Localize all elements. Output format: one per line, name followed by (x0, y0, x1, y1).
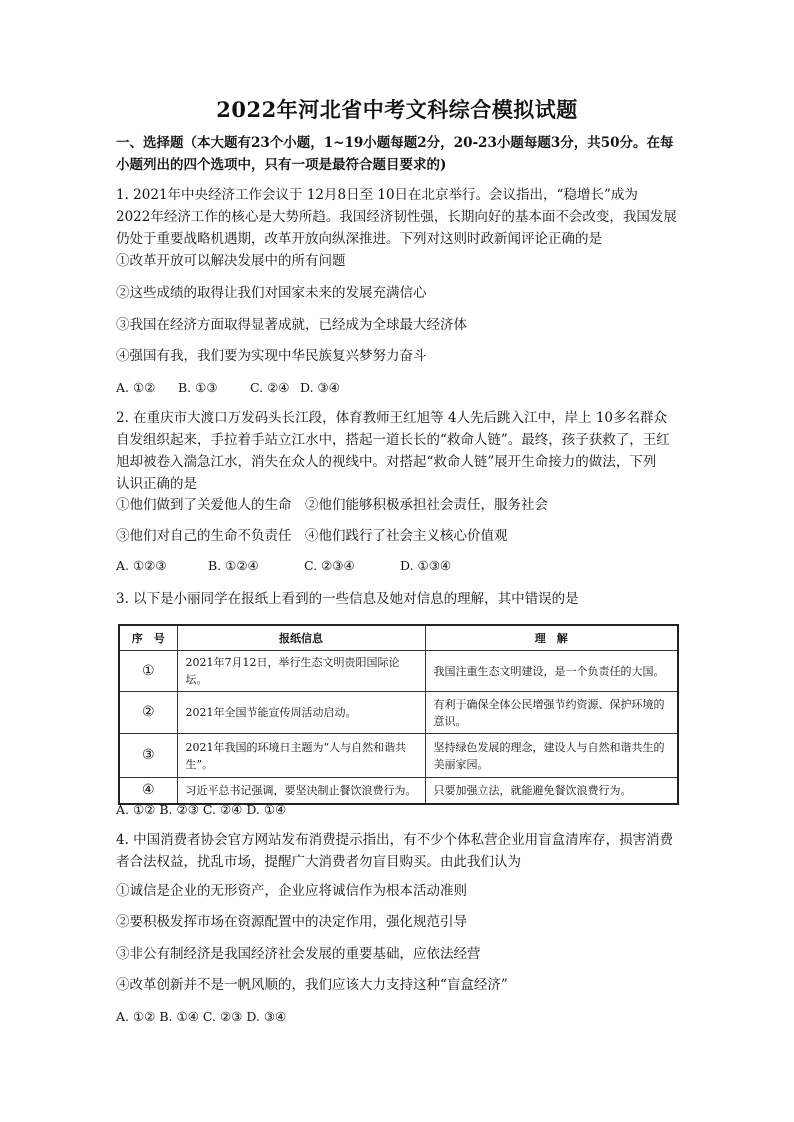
question-2-option: ③他们对自己的生命不负责任 ④他们践行了社会主义核心价值观 (116, 528, 508, 544)
section-heading (116, 132, 686, 176)
question-1-answers (116, 377, 686, 399)
question-4-option: ①诚信是企业的无形资产，企业应将诚信作为根本活动准则 (116, 883, 467, 899)
news-info-cell: 2021年7月12日，举行生态文明贵阳国际论坛。 (177, 651, 425, 692)
row-number: ③ (119, 734, 177, 778)
stem-line: 者合法权益，扰乱市场，提醒广大消费者勿盲目购买。由此我们认为 (116, 854, 521, 870)
question-1-option: ③我国在经济方面取得显著成就，已经成为全球最大经济体 (116, 317, 467, 333)
question-4-stem (116, 829, 686, 873)
question-1-option: ①改革开放可以解决发展中的所有问题 (116, 253, 346, 269)
answer-choice: C. ②④ (250, 380, 290, 395)
question-2-stem (116, 407, 686, 495)
answer-choice: B. ①③ (178, 380, 218, 395)
news-info-cell: 习近平总书记强调，要坚决制止餐饮浪费行为。 (177, 778, 425, 804)
question-4-option: ②要积极发挥市场在资源配置中的决定作用，强化规范引导 (116, 914, 467, 930)
question-4-option: ③非公有制经济是我国经济社会发展的重要基础，应依法经营 (116, 946, 481, 962)
table-row (119, 692, 678, 734)
column-header: 理 解 (425, 625, 678, 651)
news-table (118, 624, 679, 805)
section-heading-line: 小题列出的四个选项中，只有一项是最符合题目要求的) (116, 157, 447, 173)
stem-line: 4. 中国消费者协会官方网站发布消费提示指出，有不少个体私营企业用盲盒清库存，损害消费 (116, 832, 674, 848)
question-3-answers: A. ①② B. ②③ C. ②④ D. ①④ (116, 802, 287, 817)
row-number: ④ (119, 778, 177, 804)
section-heading-line: 一、选择题（本大题有23个小题，1~19小题每题2分，20-23小题每题3分，共50分。在每 (116, 135, 674, 151)
stem-line: 仍处于重要战略机遇期，改革开放向纵深推进。下列对这则时政新闻评论正确的是 (116, 231, 602, 247)
answer-choice: D. ①③④ (400, 558, 452, 573)
column-header: 报纸信息 (177, 625, 425, 651)
answer-choice: C. ②③④ (304, 558, 355, 573)
answer-choice: B. ①②④ (208, 558, 259, 573)
column-header: 序 号 (119, 625, 177, 651)
question-2-answers (116, 555, 686, 577)
row-number: ① (119, 651, 177, 692)
answer-choice: A. ①② (116, 380, 156, 395)
question-4-option: ④改革创新并不是一帆风顺的，我们应该大力支持这种“盲盒经济” (116, 977, 508, 993)
stem-line: 自发组织起来，手拉着手站立江水中，搭起一道长长的“救命人链”。最终，孩子获救了，王红 (116, 432, 670, 448)
row-number: ② (119, 692, 177, 734)
stem-line: 旭却被卷入湍急江水，消失在众人的视线中。对搭起“救命人链”展开生命接力的做法，下列 (116, 454, 657, 470)
table-row (119, 734, 678, 778)
news-info-cell: 2021年我国的环境日主题为“人与自然和谐共生”。 (177, 734, 425, 778)
question-1-option: ②这些成绩的取得让我们对国家未来的发展充满信心 (116, 285, 427, 301)
understanding-cell: 我国注重生态文明建设，是一个负责任的大国。 (425, 651, 678, 692)
stem-line: 1. 2021年中央经济工作会议于 12月8日至 10日在北京举行。会议指出，“稳增长”成为 (116, 187, 638, 203)
stem-line: 认识正确的是 (116, 476, 197, 492)
understanding-cell: 有利于确保全体公民增强节约资源、保护环境的意识。 (425, 692, 678, 734)
question-4-answers: A. ①② B. ①④ C. ②③ D. ③④ (116, 1009, 287, 1024)
table-row (119, 651, 678, 692)
page-title: 2022年河北省中考文科综合模拟试题 (216, 97, 578, 122)
stem-line: 2022年经济工作的核心是大势所趋。我国经济韧性强，长期向好的基本面不会改变，我国发展 (116, 209, 677, 225)
question-1-option: ④强国有我，我们要为实现中华民族复兴梦努力奋斗 (116, 348, 427, 364)
question-1-stem (116, 184, 686, 250)
stem-line: 2. 在重庆市大渡口万发码头长江段，体育教师王红旭等 4人先后跳入江中，岸上 10多名群众 (116, 410, 668, 426)
table-header-row (119, 625, 678, 651)
understanding-cell: 只要加强立法，就能避免餐饮浪费行为。 (425, 778, 678, 804)
answer-choice: D. ③④ (300, 380, 340, 395)
news-info-cell: 2021年全国节能宣传周活动启动。 (177, 692, 425, 734)
understanding-cell: 坚持绿色发展的理念，建设人与自然和谐共生的美丽家园。 (425, 734, 678, 778)
answer-choice: A. ①②③ (116, 558, 167, 573)
question-2-option: ①他们做到了关爱他人的生命 ②他们能够积极承担社会责任，服务社会 (116, 497, 548, 513)
question-3-stem: 3. 以下是小丽同学在报纸上看到的一些信息及她对信息的理解，其中错误的是 (116, 591, 579, 607)
